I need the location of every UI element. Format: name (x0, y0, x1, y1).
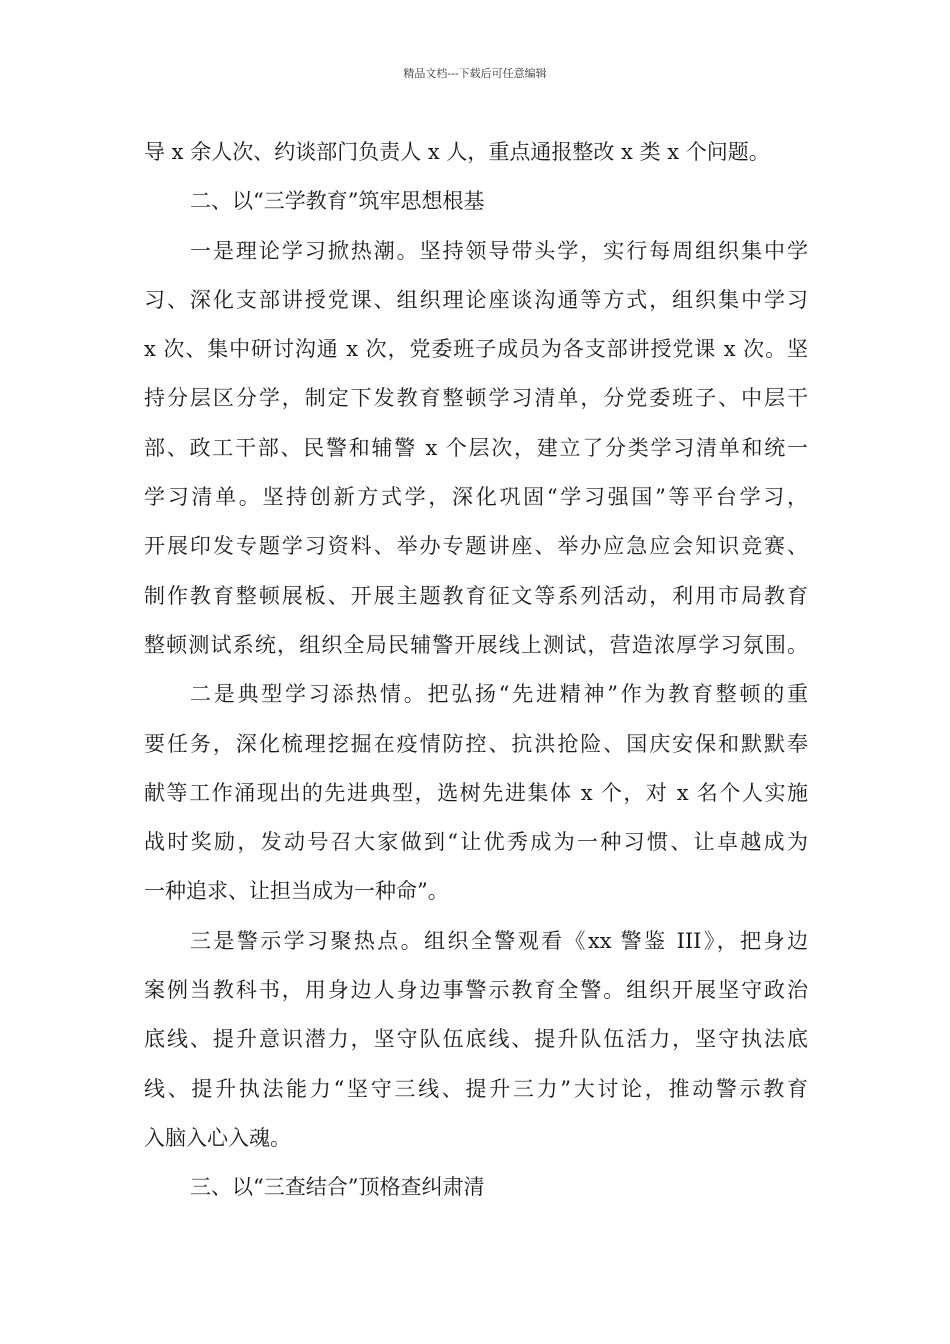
text-line-18: 案例当教科书，用身边人身边事警示教育全警。组织开展坚守政治 (144, 978, 808, 1003)
text-line-12: 二是典型学习添热情。把弘扬“先进精神”作为教育整顿的重 (190, 682, 808, 707)
text-line-11: 整顿测试系统，组织全局民辅警开展线上测试，营造浓厚学习氛围。 (144, 632, 808, 657)
text-line-15: 战时奖励，发动号召大家做到“让优秀成为一种习惯、让卓越成为 (144, 830, 808, 855)
text-line-4: 习、深化支部讲授党课、组织理论座谈沟通等方式，组织集中学习 (144, 287, 808, 312)
section-heading-3: 三、以“三查结合”顶格查纠肃清 (190, 1175, 485, 1200)
text-line-17: 三是警示学习聚热点。组织全警观看《xx 警鉴 III》，把身边 (190, 928, 808, 953)
text-line-9: 开展印发专题学习资料、举办专题讲座、举办应急应会知识竞赛、 (144, 534, 808, 559)
document-body (144, 128, 808, 1213)
section-heading-2: 二、以“三学教育”筑牢思想根基 (190, 189, 485, 214)
text-line-3: 一是理论学习掀热潮。坚持领导带头学，实行每周组织集中学 (190, 238, 808, 263)
text-line-19: 底线、提升意识潜力，坚守队伍底线、提升队伍活力，坚守执法底 (144, 1027, 808, 1052)
page-header: 精品文档---下载后可任意编辑 (403, 67, 547, 80)
text-line-16: 一种追求、让担当成为一种命”。 (144, 879, 449, 904)
text-line-8: 学习清单。坚持创新方式学，深化巩固“学习强国”等平台学习， (144, 485, 808, 510)
text-line-10: 制作教育整顿展板、开展主题教育征文等系列活动，利用市局教育 (144, 583, 808, 608)
text-line-14: 献等工作涌现出的先进典型，选树先进集体 x 个，对 x 名个人实施 (144, 780, 808, 805)
text-line-21: 入脑入心入魂。 (144, 1125, 291, 1150)
text-line-1: 导 x 余人次、约谈部门负责人 x 人，重点通报整改 x 类 x 个问题。 (144, 140, 770, 164)
text-line-7: 部、政工干部、民警和辅警 x 个层次，建立了分类学习清单和统一 (144, 435, 808, 460)
text-line-6: 持分层区分学，制定下发教育整顿学习清单，分党委班子、中层干 (144, 386, 808, 411)
text-line-20: 线、提升执法能力“坚守三线、提升三力”大讨论，推动警示教育 (144, 1076, 808, 1101)
text-line-13: 要任务，深化梳理挖掘在疫情防控、抗洪抢险、国庆安保和默默奉 (144, 731, 808, 756)
text-line-5: x 次、集中研讨沟通 x 次，党委班子成员为各支部讲授党课 x 次。坚 (144, 337, 808, 362)
